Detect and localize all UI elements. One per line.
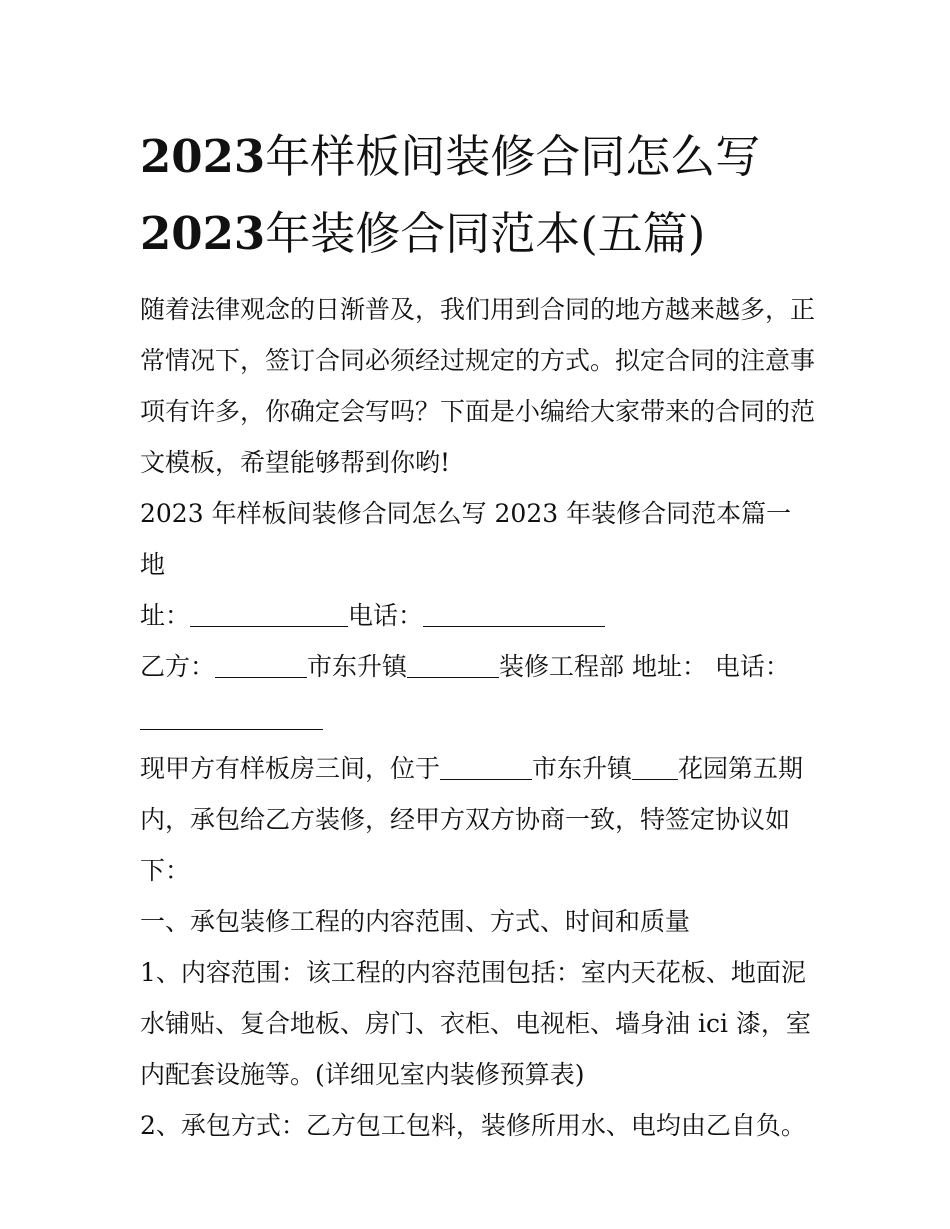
clause-line: 内配套设施等。(详细见室内装修预算表) xyxy=(140,1059,585,1089)
location-blank xyxy=(440,778,532,780)
clause-2 xyxy=(140,1100,820,1151)
intro2-part: 现甲方有样板房三间，位于 xyxy=(140,753,441,783)
title-year: 2023 xyxy=(140,130,266,183)
document-title xyxy=(140,118,820,273)
address-label: 址： xyxy=(140,600,191,630)
party-a-contact-line xyxy=(140,590,820,641)
garden-blank xyxy=(632,778,678,780)
party-b-phone-line xyxy=(140,692,820,743)
intro-paragraph xyxy=(140,284,820,488)
title-text: 年装修合同范本(五篇) xyxy=(265,207,706,261)
clause-one-heading: 一、承包装修工程的内容范围、方式、时间和质量 xyxy=(140,906,691,936)
clause-line: 2、承包方式：乙方包工包料，装修所用水、电均由乙自负。 xyxy=(140,1110,806,1140)
town-blank xyxy=(407,676,499,678)
clause-1 xyxy=(140,947,820,1100)
title-year: 2023 xyxy=(140,207,266,261)
intro-line: 项有许多，你确定会写吗？下面是小编给大家带来的合同的范 xyxy=(140,396,816,426)
intro2-line: 内，承包给乙方装修，经甲方双方协商一致，特签定协议如 xyxy=(140,804,791,834)
clause-line: 1、内容范围：该工程的内容范围包括：室内天花板、地面泥 xyxy=(140,957,806,987)
party-b-line xyxy=(140,641,820,692)
dept-text: 装修工程部 地址： 电话： xyxy=(499,651,790,681)
phone-blank xyxy=(423,625,605,627)
intro-line: 随着法律观念的日渐普及，我们用到合同的地方越来越多，正 xyxy=(140,294,816,324)
document-body xyxy=(140,284,820,1151)
title-line-1 xyxy=(140,118,820,195)
section-heading: 2023 年样板间装修合同怎么写 2023 年装修合同范本篇一 地 xyxy=(140,498,792,579)
city-blank xyxy=(215,676,307,678)
intro2-part: 花园第五期 xyxy=(678,753,804,783)
document-page xyxy=(140,118,820,1151)
intro2-paragraph xyxy=(140,743,820,896)
city-text: 市东升镇 xyxy=(307,651,408,681)
title-line-2 xyxy=(140,195,820,272)
intro2-part: 市东升镇 xyxy=(532,753,633,783)
intro-line: 文模板，希望能够帮到你哟! xyxy=(140,447,451,477)
address-blank xyxy=(190,625,348,627)
party-b-label: 乙方： xyxy=(140,651,216,681)
intro2-line: 下： xyxy=(140,855,191,885)
intro2-line xyxy=(140,743,820,794)
party-b-phone-blank xyxy=(140,728,323,730)
clause-line: 水铺贴、复合地板、房门、衣柜、电视柜、墙身油 ici 漆，室 xyxy=(140,1008,811,1038)
title-text: 年样板间装修合同怎么写 xyxy=(265,130,761,183)
phone-label: 电话： xyxy=(348,600,424,630)
intro-line: 常情况下，签订合同必须经过规定的方式。拟定合同的注意事 xyxy=(140,345,816,375)
